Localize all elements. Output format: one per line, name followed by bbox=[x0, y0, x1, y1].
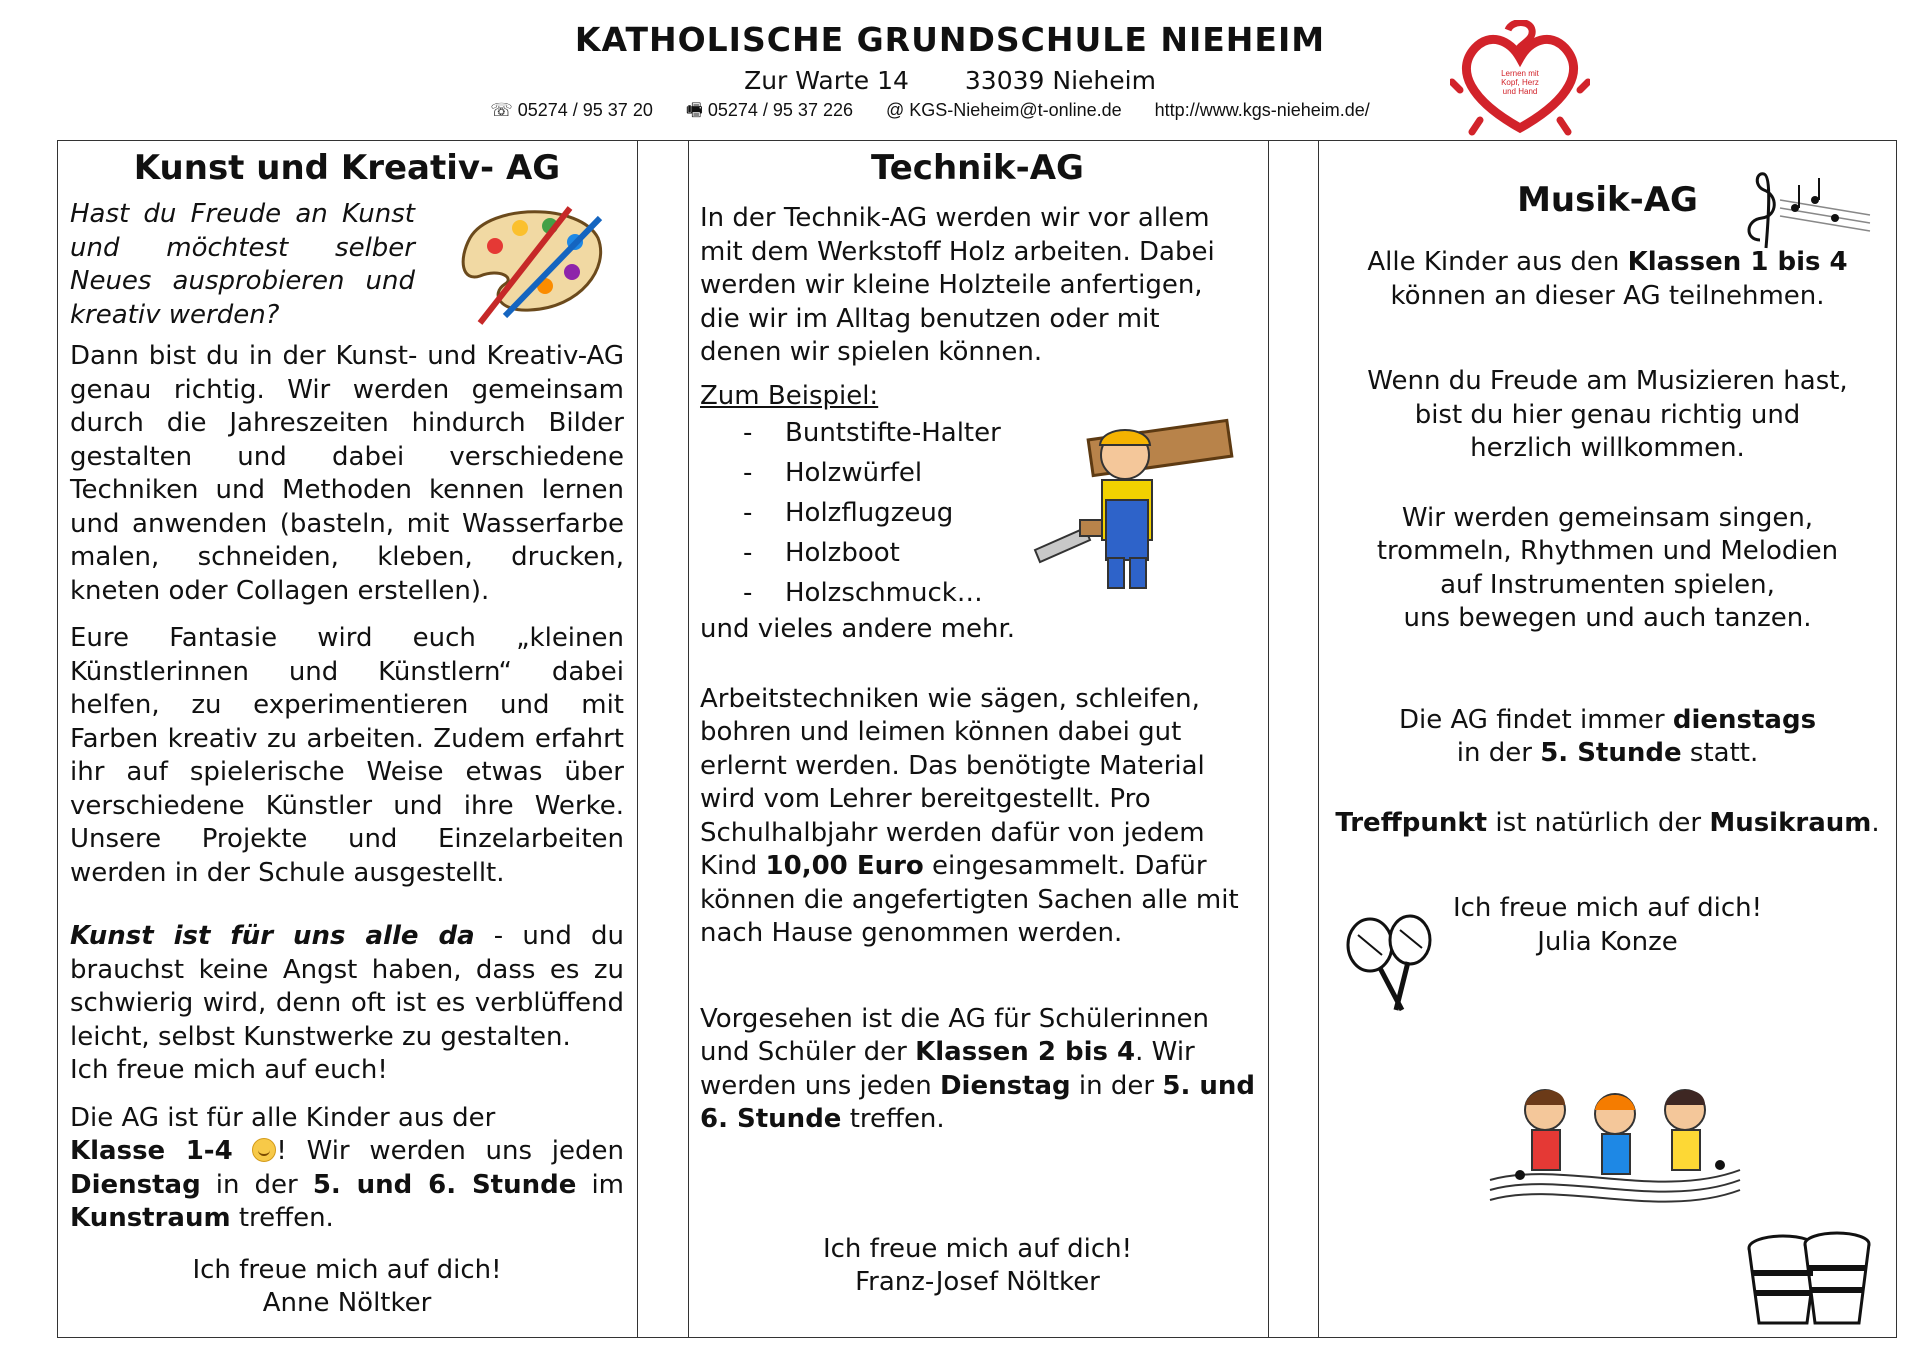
kunst-greeting-inline: Ich freue mich auf euch! bbox=[70, 1055, 388, 1085]
list-item: - Holzschmuck… bbox=[700, 573, 1255, 613]
text-line: herzlich willkommen. bbox=[1470, 433, 1745, 463]
musik-paragraph-3 bbox=[1330, 502, 1885, 636]
list-item: - Holzwürfel bbox=[700, 453, 1255, 493]
text-line: bist du hier genau richtig und bbox=[1414, 399, 1801, 430]
logo-line-2: Kopf, Herz bbox=[1501, 78, 1539, 87]
kunst-title: Kunst und Kreativ- AG bbox=[133, 148, 561, 188]
technik-closing: Ich freue mich auf dich! bbox=[822, 1233, 1133, 1264]
city: 33039 Nieheim bbox=[964, 66, 1156, 95]
technik-paragraph-1: In der Technik-AG werden wir vor allem mit dem Werkstoff Holz arbeiten. Dabei werden wir kleine Holzteile anfertigen, die wir im Alltag benutzen oder mit denen wir spielen können. bbox=[700, 203, 1215, 367]
technik-paragraph-3: Vorgesehen ist die AG für Schülerinnen und Schüler der Klassen 2 bis 4. Wir werden uns jeden Dienstag in der 5. und 6. Stunde treffen. bbox=[700, 1003, 1256, 1134]
musik-closing: Ich freue mich auf dich! bbox=[1452, 893, 1763, 923]
after-list: und vieles andere mehr. bbox=[700, 614, 1016, 644]
musik-title: Musik-AG bbox=[1517, 180, 1698, 220]
kunst-paragraph-2: Eure Fantasie wird euch „kleinen Künstlerinnen und Künstlern“ dabei helfen, zu experimentieren und mit Farben kreativ zu arbeiten. Zudem erfahrt ihr auf spielerische Weise etwas über verschiedene Künstler und ihre Werke. Unsere Projekte und Einzelarbeiten werden in der Schule ausgestellt. bbox=[70, 623, 624, 888]
kunst-teacher: Anne Nöltker bbox=[262, 1288, 432, 1318]
carpenter-icon bbox=[1030, 400, 1235, 600]
phone: ☏ 05274 / 95 37 20 bbox=[490, 100, 653, 120]
logo-line-1: Lernen mit bbox=[1501, 69, 1539, 78]
street: Zur Warte 14 bbox=[744, 66, 909, 95]
text-line: uns bewegen und auch tanzen. bbox=[1403, 603, 1812, 633]
singing-children-icon bbox=[1480, 1080, 1750, 1210]
divider-2 bbox=[688, 140, 689, 1338]
musik-paragraph-2 bbox=[1330, 365, 1885, 466]
email: @ KGS-Nieheim@t-online.de bbox=[886, 100, 1122, 120]
text-line: Wenn du Freude am Musizieren hast, bbox=[1367, 366, 1848, 396]
smiley-icon bbox=[252, 1138, 276, 1162]
school-logo-heart-icon bbox=[1450, 20, 1590, 138]
list-item: - Buntstifte-Halter bbox=[700, 413, 1255, 453]
school-name: KATHOLISCHE GRUNDSCHULE NIEHEIM bbox=[574, 20, 1326, 59]
kunst-schedule: Klasse 1-4 ! Wir werden uns jeden Dienstag in der 5. und 6. Stunde im Kunstraum treffen. bbox=[70, 1136, 624, 1233]
musik-teacher: Julia Konze bbox=[1537, 926, 1678, 957]
website-link[interactable]: http://www.kgs-nieheim.de/ bbox=[1154, 100, 1370, 120]
technik-paragraph-2: Arbeitstechniken wie sägen, schleifen, bohren und leimen können dabei gut erlernt werden. Das benötigte Material wird vom Lehrer bereitgestellt. Pro Schulhalbjahr werden dafür von jedem Kind 10,00 Euro eingesammelt. Dafür können die angefertigten Sachen alle mit nach Hause genommen werden. bbox=[700, 683, 1239, 948]
technik-column bbox=[700, 140, 1255, 1300]
fax: 🖷 05274 / 95 37 226 bbox=[685, 100, 853, 120]
divider-3 bbox=[1268, 140, 1269, 1338]
list-item: - Holzboot bbox=[700, 533, 1255, 573]
paint-palette-icon bbox=[450, 198, 615, 326]
music-notes-icon bbox=[1740, 170, 1875, 250]
letterhead bbox=[0, 0, 1920, 140]
kunst-schedule-intro: Die AG ist für alle Kinder aus der bbox=[70, 1102, 496, 1133]
musik-paragraph-1: Alle Kinder aus den Klassen 1 bis 4 können an dieser AG teilnehmen. bbox=[1367, 247, 1848, 311]
divider-1 bbox=[637, 140, 638, 1338]
kunst-paragraph-1: Dann bist du in der Kunst- und Kreativ-AG genau richtig. Wir werden gemeinsam durch die Jahreszeiten hindurch Bilder gestalten und dabei verschiedene Techniken und Methoden kennen lernen und anwenden (basteln, mit Wasserfarbe malen, schneiden, kleben, drucken, kneten oder Collagen erstellen). bbox=[70, 341, 624, 606]
kunst-closing: Ich freue mich auf dich! bbox=[192, 1254, 502, 1285]
kunst-column bbox=[70, 140, 624, 1321]
text-line: Wir werden gemeinsam singen, bbox=[1401, 502, 1814, 533]
bongo-drums-icon bbox=[1745, 1228, 1875, 1333]
kunst-paragraph-3: Kunst ist für uns alle da - und du brauchst keine Angst haben, dass es zu schwierig wird, denn oft ist es verblüffend leicht, selbst Kunstwerke zu gestalten. bbox=[70, 921, 624, 1052]
kunst-intro: Hast du Freude an Kunst und möchtest selber Neues ausprobieren und kreativ werden? bbox=[70, 199, 415, 330]
musik-meeting-point: Treffpunkt ist natürlich der Musikraum. bbox=[1335, 807, 1880, 838]
kunst-motto: Kunst ist für uns alle da bbox=[70, 921, 475, 951]
example-label: Zum Beispiel: bbox=[700, 380, 879, 411]
divider-4 bbox=[1318, 140, 1319, 1338]
technik-teacher: Franz-Josef Nöltker bbox=[855, 1267, 1100, 1297]
musik-column bbox=[1330, 140, 1885, 959]
musik-schedule: Die AG findet immer dienstags in der 5. Stunde statt. bbox=[1398, 704, 1817, 768]
technik-title: Technik-AG bbox=[871, 148, 1084, 188]
logo-line-3: und Hand bbox=[1502, 87, 1538, 96]
text-line: auf Instrumenten spielen, bbox=[1440, 569, 1775, 600]
maracas-icon bbox=[1340, 910, 1440, 1020]
text-line: trommeln, Rhythmen und Melodien bbox=[1376, 536, 1839, 566]
school-address bbox=[0, 66, 1900, 95]
list-item: - Holzflugzeug bbox=[700, 493, 1255, 533]
